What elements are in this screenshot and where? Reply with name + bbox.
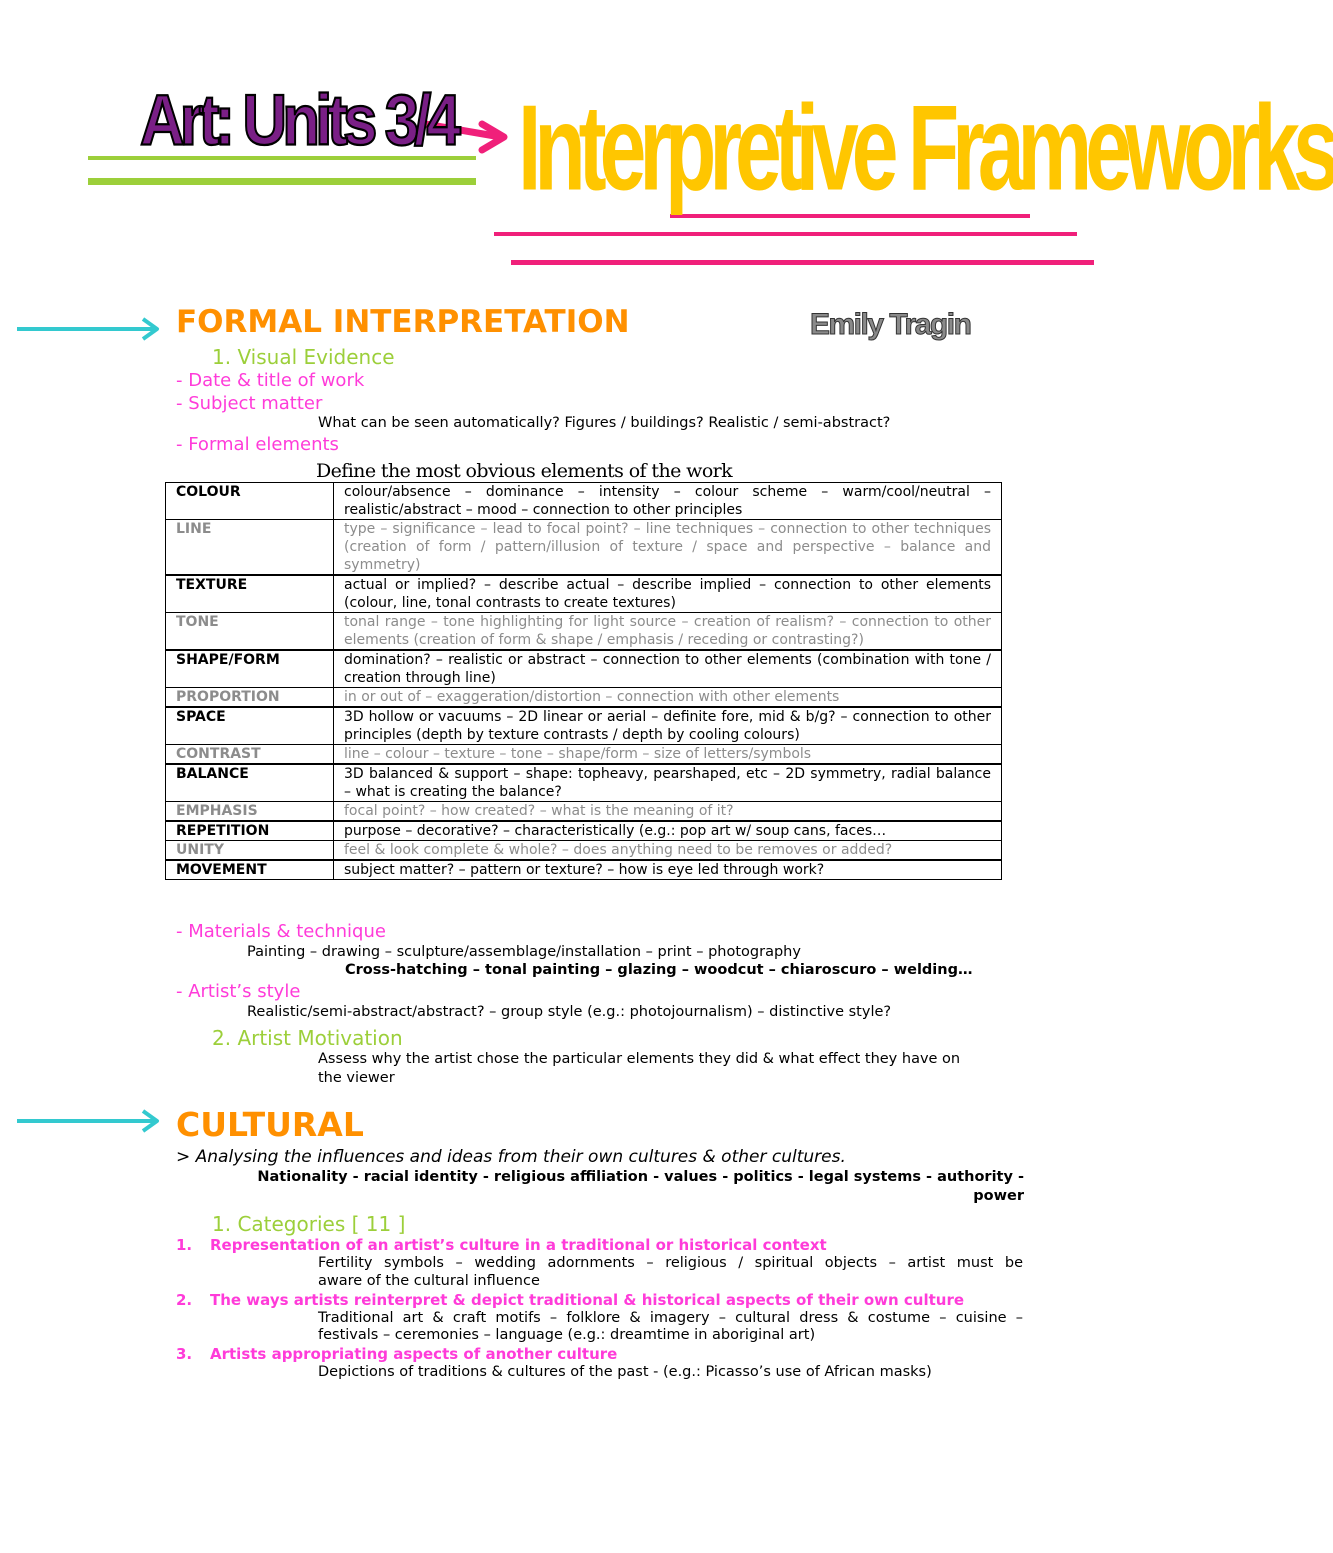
element-description: 3D balanced & support – shape: topheavy, pearshaped, etc – 2D symmetry, radial balance – what is creating the balance? bbox=[334, 764, 1002, 802]
element-row bbox=[166, 802, 1002, 822]
techniques-list: Cross-hatching – tonal painting – glazing – woodcut – chiaroscuro – welding… bbox=[345, 962, 973, 978]
category-1-number: 1. bbox=[176, 1236, 193, 1254]
magenta-rule-3 bbox=[511, 260, 1094, 265]
element-row bbox=[166, 483, 1002, 520]
element-description: subject matter? – pattern or texture? – how is eye led through work? bbox=[334, 860, 1002, 880]
element-description: type – significance – lead to focal point? – line techniques – connection to other techniques (creation of form / pattern/illusion of texture / space and perspective – balance and symmetry) bbox=[334, 520, 1002, 576]
element-name: LINE bbox=[166, 520, 334, 576]
author-name: Emily Tragin bbox=[810, 308, 971, 341]
element-row bbox=[166, 520, 1002, 576]
element-row bbox=[166, 575, 1002, 613]
element-row bbox=[166, 613, 1002, 651]
formal-elements-table bbox=[165, 482, 1002, 880]
artist-motivation-heading: 2. Artist Motivation bbox=[212, 1026, 403, 1050]
cultural-keywords-line-1: Nationality - racial identity - religious affiliation - values - politics - legal systems - authority - bbox=[257, 1169, 1024, 1185]
element-name: PROPORTION bbox=[166, 688, 334, 708]
element-description: purpose – decorative? – characteristically (e.g.: pop art w/ soup cans, faces… bbox=[334, 821, 1002, 841]
element-description: domination? – realistic or abstract – connection to other elements (combination with tone / creation through line) bbox=[334, 650, 1002, 688]
element-description: tonal range – tone highlighting for light source – creation of realism? – connection to other elements (creation of form & shape / emphasis / receding or contrasting?) bbox=[334, 613, 1002, 651]
element-name: CONTRAST bbox=[166, 745, 334, 765]
materials-item: - Materials & technique bbox=[176, 921, 386, 942]
element-description: focal point? – how created? – what is the meaning of it? bbox=[334, 802, 1002, 822]
formal-heading: FORMAL INTERPRETATION bbox=[176, 304, 630, 340]
formal-elements-item: - Formal elements bbox=[176, 434, 339, 455]
category-2-line-1: Traditional art & craft motifs – folklore & imagery – cultural dress & costume – cuisine – bbox=[318, 1310, 1023, 1326]
materials-list: Painting – drawing – sculpture/assemblage/installation – print – photography bbox=[247, 944, 801, 960]
define-caption: Define the most obvious elements of the work bbox=[316, 460, 733, 482]
motivation-line-2: the viewer bbox=[318, 1070, 395, 1086]
header-title-right: Interpretive Frameworks bbox=[518, 79, 1333, 216]
visual-evidence-heading: 1. Visual Evidence bbox=[212, 345, 395, 369]
element-row bbox=[166, 841, 1002, 861]
category-1-line-2: aware of the cultural influence bbox=[318, 1273, 540, 1289]
element-description: colour/absence – dominance – intensity – colour scheme – warm/cool/neutral – realistic/abstract – mood – connection to other principles bbox=[334, 483, 1002, 520]
element-description: 3D hollow or vacuums – 2D linear or aerial – definite fore, mid & b/g? – connection to other principles (depth by texture contrasts / depth by cooling colours) bbox=[334, 707, 1002, 745]
element-name: UNITY bbox=[166, 841, 334, 861]
artist-style-item: - Artist’s style bbox=[176, 981, 301, 1002]
element-name: SPACE bbox=[166, 707, 334, 745]
category-3-title: Artists appropriating aspects of another culture bbox=[210, 1345, 618, 1363]
element-name: MOVEMENT bbox=[166, 860, 334, 880]
element-name: EMPHASIS bbox=[166, 802, 334, 822]
category-3-number: 3. bbox=[176, 1345, 193, 1363]
element-row bbox=[166, 745, 1002, 765]
element-name: SHAPE/FORM bbox=[166, 650, 334, 688]
cultural-heading: CULTURAL bbox=[176, 1105, 364, 1144]
subject-matter-note: What can be seen automatically? Figures / buildings? Realistic / semi-abstract? bbox=[318, 415, 891, 431]
cultural-intro: > Analysing the influences and ideas from their own cultures & other cultures. bbox=[176, 1147, 846, 1167]
category-1-title: Representation of an artist’s culture in a traditional or historical context bbox=[210, 1236, 827, 1254]
green-rule-bottom bbox=[88, 178, 476, 185]
element-name: BALANCE bbox=[166, 764, 334, 802]
element-row bbox=[166, 707, 1002, 745]
style-note: Realistic/semi-abstract/abstract? – group style (e.g.: photojournalism) – distinctive style? bbox=[247, 1004, 892, 1020]
element-description: line – colour – texture – tone – shape/form – size of letters/symbols bbox=[334, 745, 1002, 765]
category-2-title: The ways artists reinterpret & depict traditional & historical aspects of their own culture bbox=[210, 1291, 965, 1309]
magenta-rule-2 bbox=[494, 232, 1077, 236]
element-row bbox=[166, 860, 1002, 880]
element-row bbox=[166, 821, 1002, 841]
subject-matter-item: - Subject matter bbox=[176, 393, 323, 414]
element-row bbox=[166, 688, 1002, 708]
arrow-cultural-icon bbox=[15, 1108, 165, 1134]
element-name: COLOUR bbox=[166, 483, 334, 520]
element-description: actual or implied? – describe actual – describe implied – connection to other elements (colour, line, tonal contrasts to create textures) bbox=[334, 575, 1002, 613]
element-name: REPETITION bbox=[166, 821, 334, 841]
element-description: feel & look complete & whole? – does anything need to be removes or added? bbox=[334, 841, 1002, 861]
date-title-item: - Date & title of work bbox=[176, 370, 365, 391]
arrow-formal-icon bbox=[15, 316, 165, 342]
header-title-left: Art: Units 3/4 bbox=[140, 81, 456, 161]
element-description: in or out of – exaggeration/distortion – connection with other elements bbox=[334, 688, 1002, 708]
cultural-keywords-line-2: power bbox=[973, 1188, 1024, 1204]
element-name: TEXTURE bbox=[166, 575, 334, 613]
category-1-line-1: Fertility symbols – wedding adornments – religious / spiritual objects – artist must be bbox=[318, 1255, 1023, 1271]
category-3-line-1: Depictions of traditions & cultures of the past - (e.g.: Picasso’s use of African masks) bbox=[318, 1364, 932, 1380]
element-row bbox=[166, 650, 1002, 688]
categories-heading: 1. Categories [ 11 ] bbox=[212, 1212, 406, 1236]
category-2-line-2: festivals – ceremonies – language (e.g.: dreamtime in aboriginal art) bbox=[318, 1327, 816, 1343]
element-row bbox=[166, 764, 1002, 802]
element-name: TONE bbox=[166, 613, 334, 651]
category-2-number: 2. bbox=[176, 1291, 193, 1309]
motivation-line-1: Assess why the artist chose the particular elements they did & what effect they have on bbox=[318, 1051, 961, 1067]
